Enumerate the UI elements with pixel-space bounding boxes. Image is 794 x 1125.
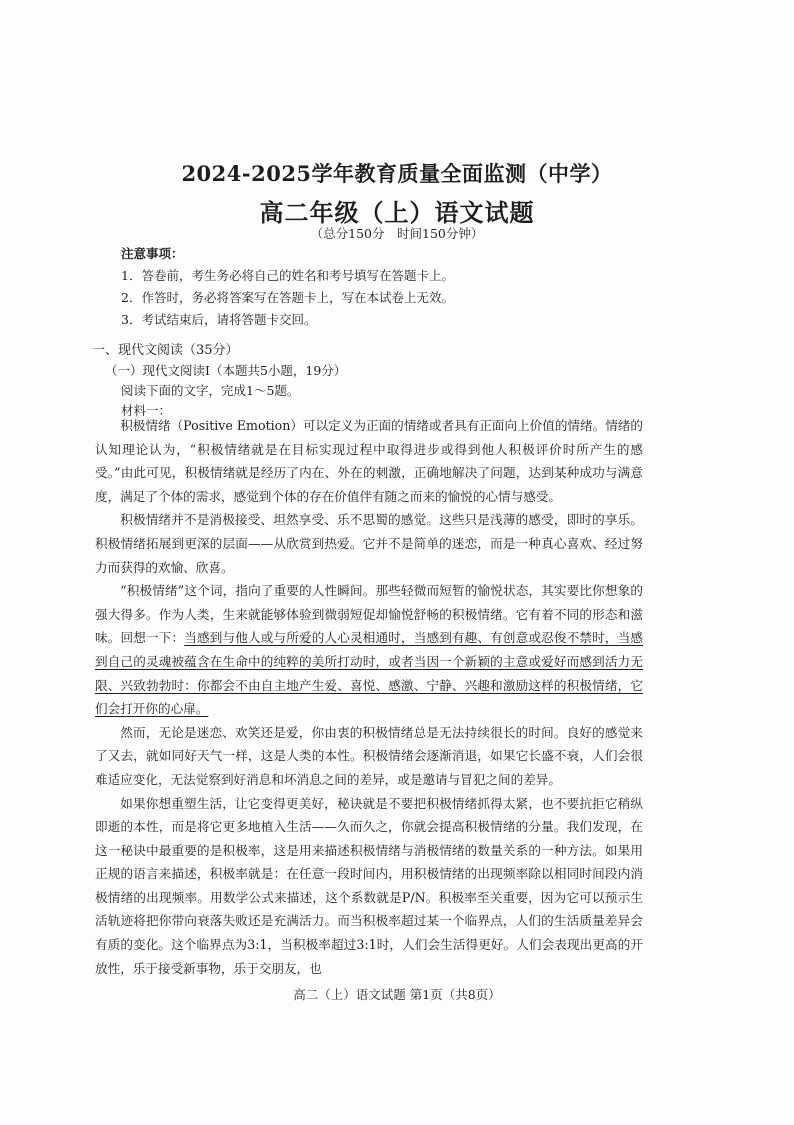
reading-instruction: 阅读下面的文字，完成1～5题。 — [121, 383, 300, 398]
section-heading: 一、现代文阅读（35分） — [92, 343, 239, 358]
passage-text: “积极情绪”这个词，指向了重要的人性瞬间。那些轻微而短暂的愉悦状态，其实要比你想象的强大得多。作为人类，生来就能够体验到微弱短促却愉悦舒畅的积极情绪。它有着不同的形态和滋味。回想一下： — [95, 583, 643, 646]
material-label: 材料一： — [121, 403, 172, 418]
note-item: 2．作答时，务必将答案写在答题卡上，写在本试卷上无效。 — [121, 290, 454, 305]
underlined-passage-text: 当感到与他人或与所爱的人心灵相通时，当感到有趣、有创意或忍俊不禁时，当感到自己的灵魂被蕴含在生命中的纯粹的美所打动时，或者当因一个新颖的主意或爱好而感到活力无限、兴致勃勃时：你都会不由自主地产生爱、喜悦、感激、宁静、兴趣和激励这样的积极情绪，它们会打开你的心扉。 — [95, 630, 644, 717]
passage-paragraph: 如果你想重塑生活，让它变得更美好，秘诀就是不要把积极情绪抓得太紧，也不要抗拒它稍纵即逝的本性，而是将它更多地植入生活——久而久之，你就会提高积极情绪的分量。我们发现，在这一秘诀中最重要的是积极率，这是用来描述积极情绪与消极情绪的数量关系的一种方法。如果用正规的语言来描述，积极率就是：在任意一段时间内，用积极情绪的出现频率除以相同时间段内消极情绪的出现频率。用数学公式来描述，这个系数就是P/N。积极率至关重要，因为它可以预示生活轨迹将把你带向衰落失败还是充满活力。而当积极率超过某一个临界点，人们的生活质量差异会有质的变化。这个临界点为3:1，当积极率超过3:1时，人们会生活得更好。人们会表现出更高的开放性，乐于接受新事物，乐于交朋友，也 — [95, 795, 643, 976]
page-footer: 高二（上）语文试题 第1页（共8页） — [293, 987, 501, 1002]
exam-subtitle: 高二年级（上）语文试题 — [259, 198, 535, 227]
note-item: 3．考试结束后，请将答题卡交回。 — [121, 312, 317, 327]
subsection-heading: （一）现代文阅读Ⅰ（本题共5小题，19分） — [105, 363, 347, 378]
passage-paragraph — [95, 579, 643, 721]
exam-title: 2024-2025学年教育质量全面监测（中学） — [181, 161, 613, 186]
passage-paragraph: 积极情绪（Positive Emotion）可以定义为正面的情绪或者具有正面向上价值的情绪。情绪的认知理论认为，“积极情绪就是在目标实现过程中取得进步或得到他人积极评价时所产生的感受。”由此可见，积极情绪就是经历了内在、外在的刺激，正确地解决了问题，达到某种成功与满意度，满足了个体的需求，感觉到个体的存在价值伴有随之而来的愉悦的心情与感受。 — [95, 418, 643, 504]
notes-title: 注意事项： — [121, 246, 184, 261]
reading-passage — [95, 414, 643, 980]
note-item: 1．答卷前，考生务必将自己的姓名和考号填写在答题卡上。 — [121, 268, 454, 283]
notes-block — [121, 243, 681, 331]
passage-paragraph: 然而，无论是迷恋、欢笑还是爱，你由衷的积极情绪总是无法持续很长的时间。良好的感觉来了又去，就如同好天气一样，这是人类的本性。积极情绪会逐渐消退，如果它长盛不衰，人们会很难适应变化，无法觉察到好消息和坏消息之间的差异，或是邀请与冒犯之间的差异。 — [95, 724, 643, 787]
passage-paragraph: 积极情绪并不是消极接受、坦然享受、乐不思蜀的感觉。这些只是浅薄的感受，即时的享乐。积极情绪拓展到更深的层面——从欣赏到热爱。它并不是简单的迷恋，而是一种真心喜欢、经过努力而获得的欢愉、欣喜。 — [95, 512, 643, 575]
exam-score-time-info: （总分150分 时间150分钟） — [310, 226, 484, 241]
